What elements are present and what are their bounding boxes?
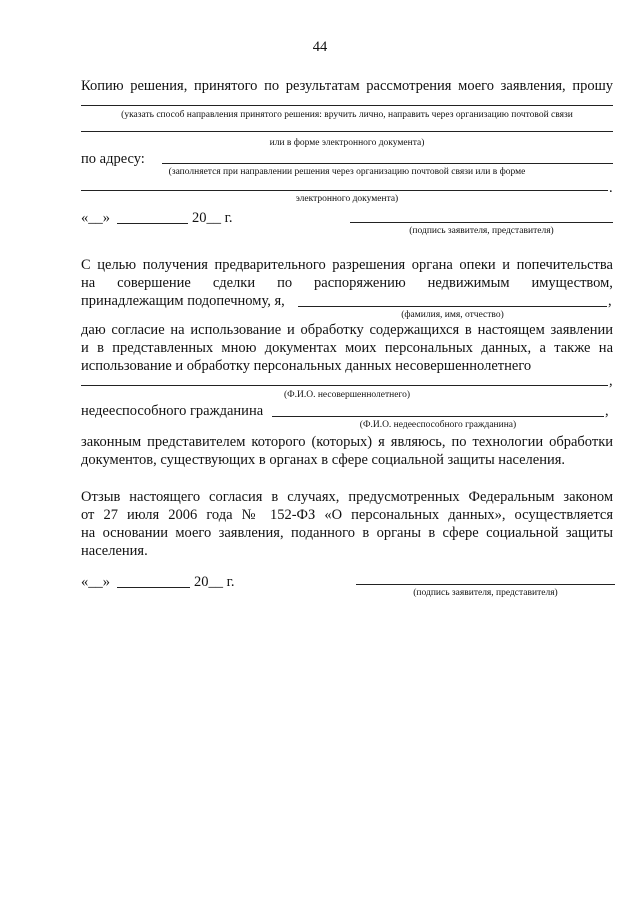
purpose-line-1: С целью получения предварительного разрешения органа опеки и попечительства (81, 257, 613, 273)
address-caption-2: электронного документа) (295, 194, 399, 204)
intro-text: Копию решения, принятого по результатам рассмотрения моего заявления, прошу (81, 78, 613, 94)
consent-line-3: использование и обработку персональных данных несовершеннолетнего (81, 358, 532, 374)
incapable-comma: , (605, 403, 609, 419)
incapable-fio-caption: (Ф.И.О. недееспособного гражданина) (359, 420, 517, 430)
purpose-line-3: принадлежащим подопечному, я, (81, 293, 285, 309)
address-line-1[interactable] (162, 163, 613, 164)
fio-caption: (фамилия, имя, отчество) (401, 310, 504, 320)
consent-line-1: даю согласие на использование и обработку содержащихся в настоящем заявлении (81, 322, 613, 338)
date-year-2: 20__ г. (194, 574, 235, 590)
purpose-word: распоряжению (314, 275, 406, 291)
page-number: 44 (312, 39, 328, 55)
minor-fio-line[interactable] (81, 385, 608, 386)
fio-line[interactable] (298, 306, 607, 307)
minor-fio-caption: (Ф.И.О. несовершеннолетнего) (283, 390, 411, 400)
revoke-line-3: на основании моего заявления, поданного в органы в сфере социальной защиты (81, 525, 613, 541)
minor-comma: , (609, 373, 613, 389)
incapable-label: недееспособного гражданина (81, 403, 264, 419)
method-line-1[interactable] (81, 105, 613, 106)
address-line-2[interactable] (81, 190, 608, 191)
revoke-line-4: населения. (81, 543, 148, 559)
purpose-word: сделки (212, 275, 256, 291)
purpose-word: недвижимым (427, 275, 510, 291)
date-month-line-1[interactable] (117, 223, 188, 224)
method-caption-1: (указать способ направления принятого решения: вручить лично, направить через организацию почтовой связи (121, 110, 573, 120)
fio-comma: , (608, 293, 612, 309)
representative-line-1: законным представителем которого (которых) я являюсь, по технологии обработки (81, 434, 613, 450)
method-line-2[interactable] (81, 131, 613, 132)
purpose-word: совершение (117, 275, 191, 291)
method-caption-2: или в форме электронного документа) (269, 138, 425, 148)
address-label: по адресу: (81, 151, 145, 167)
signature-caption-1: (подпись заявителя, представителя) (409, 226, 554, 236)
purpose-word: на (81, 275, 96, 291)
date-day-1: «__» (81, 210, 110, 226)
representative-line-2: документов, существующих в органах в сфере социальной защиты населения. (81, 452, 566, 468)
signature-line-1[interactable] (350, 222, 613, 223)
date-day-2: «__» (81, 574, 110, 590)
address-period: . (609, 180, 613, 196)
purpose-line-2 (81, 275, 613, 292)
purpose-word: по (277, 275, 293, 291)
address-caption-1: (заполняется при направлении решения через организацию почтовой связи или в форме (168, 167, 526, 177)
signature-line-2[interactable] (356, 584, 615, 585)
revoke-line-1: Отзыв настоящего согласия в случаях, предусмотренных Федеральным законом (81, 489, 613, 505)
incapable-fio-line[interactable] (272, 416, 604, 417)
date-month-line-2[interactable] (117, 587, 190, 588)
date-year-1: 20__ г. (192, 210, 233, 226)
signature-caption-2: (подпись заявителя, представителя) (413, 588, 558, 598)
consent-line-2: и в представленных мною документах моих персональных данных, а также на (81, 340, 613, 356)
purpose-word: имуществом, (531, 275, 613, 291)
revoke-line-2: от 27 июля 2006 года № 152-ФЗ «О персональных данных», осуществляется (81, 507, 613, 523)
